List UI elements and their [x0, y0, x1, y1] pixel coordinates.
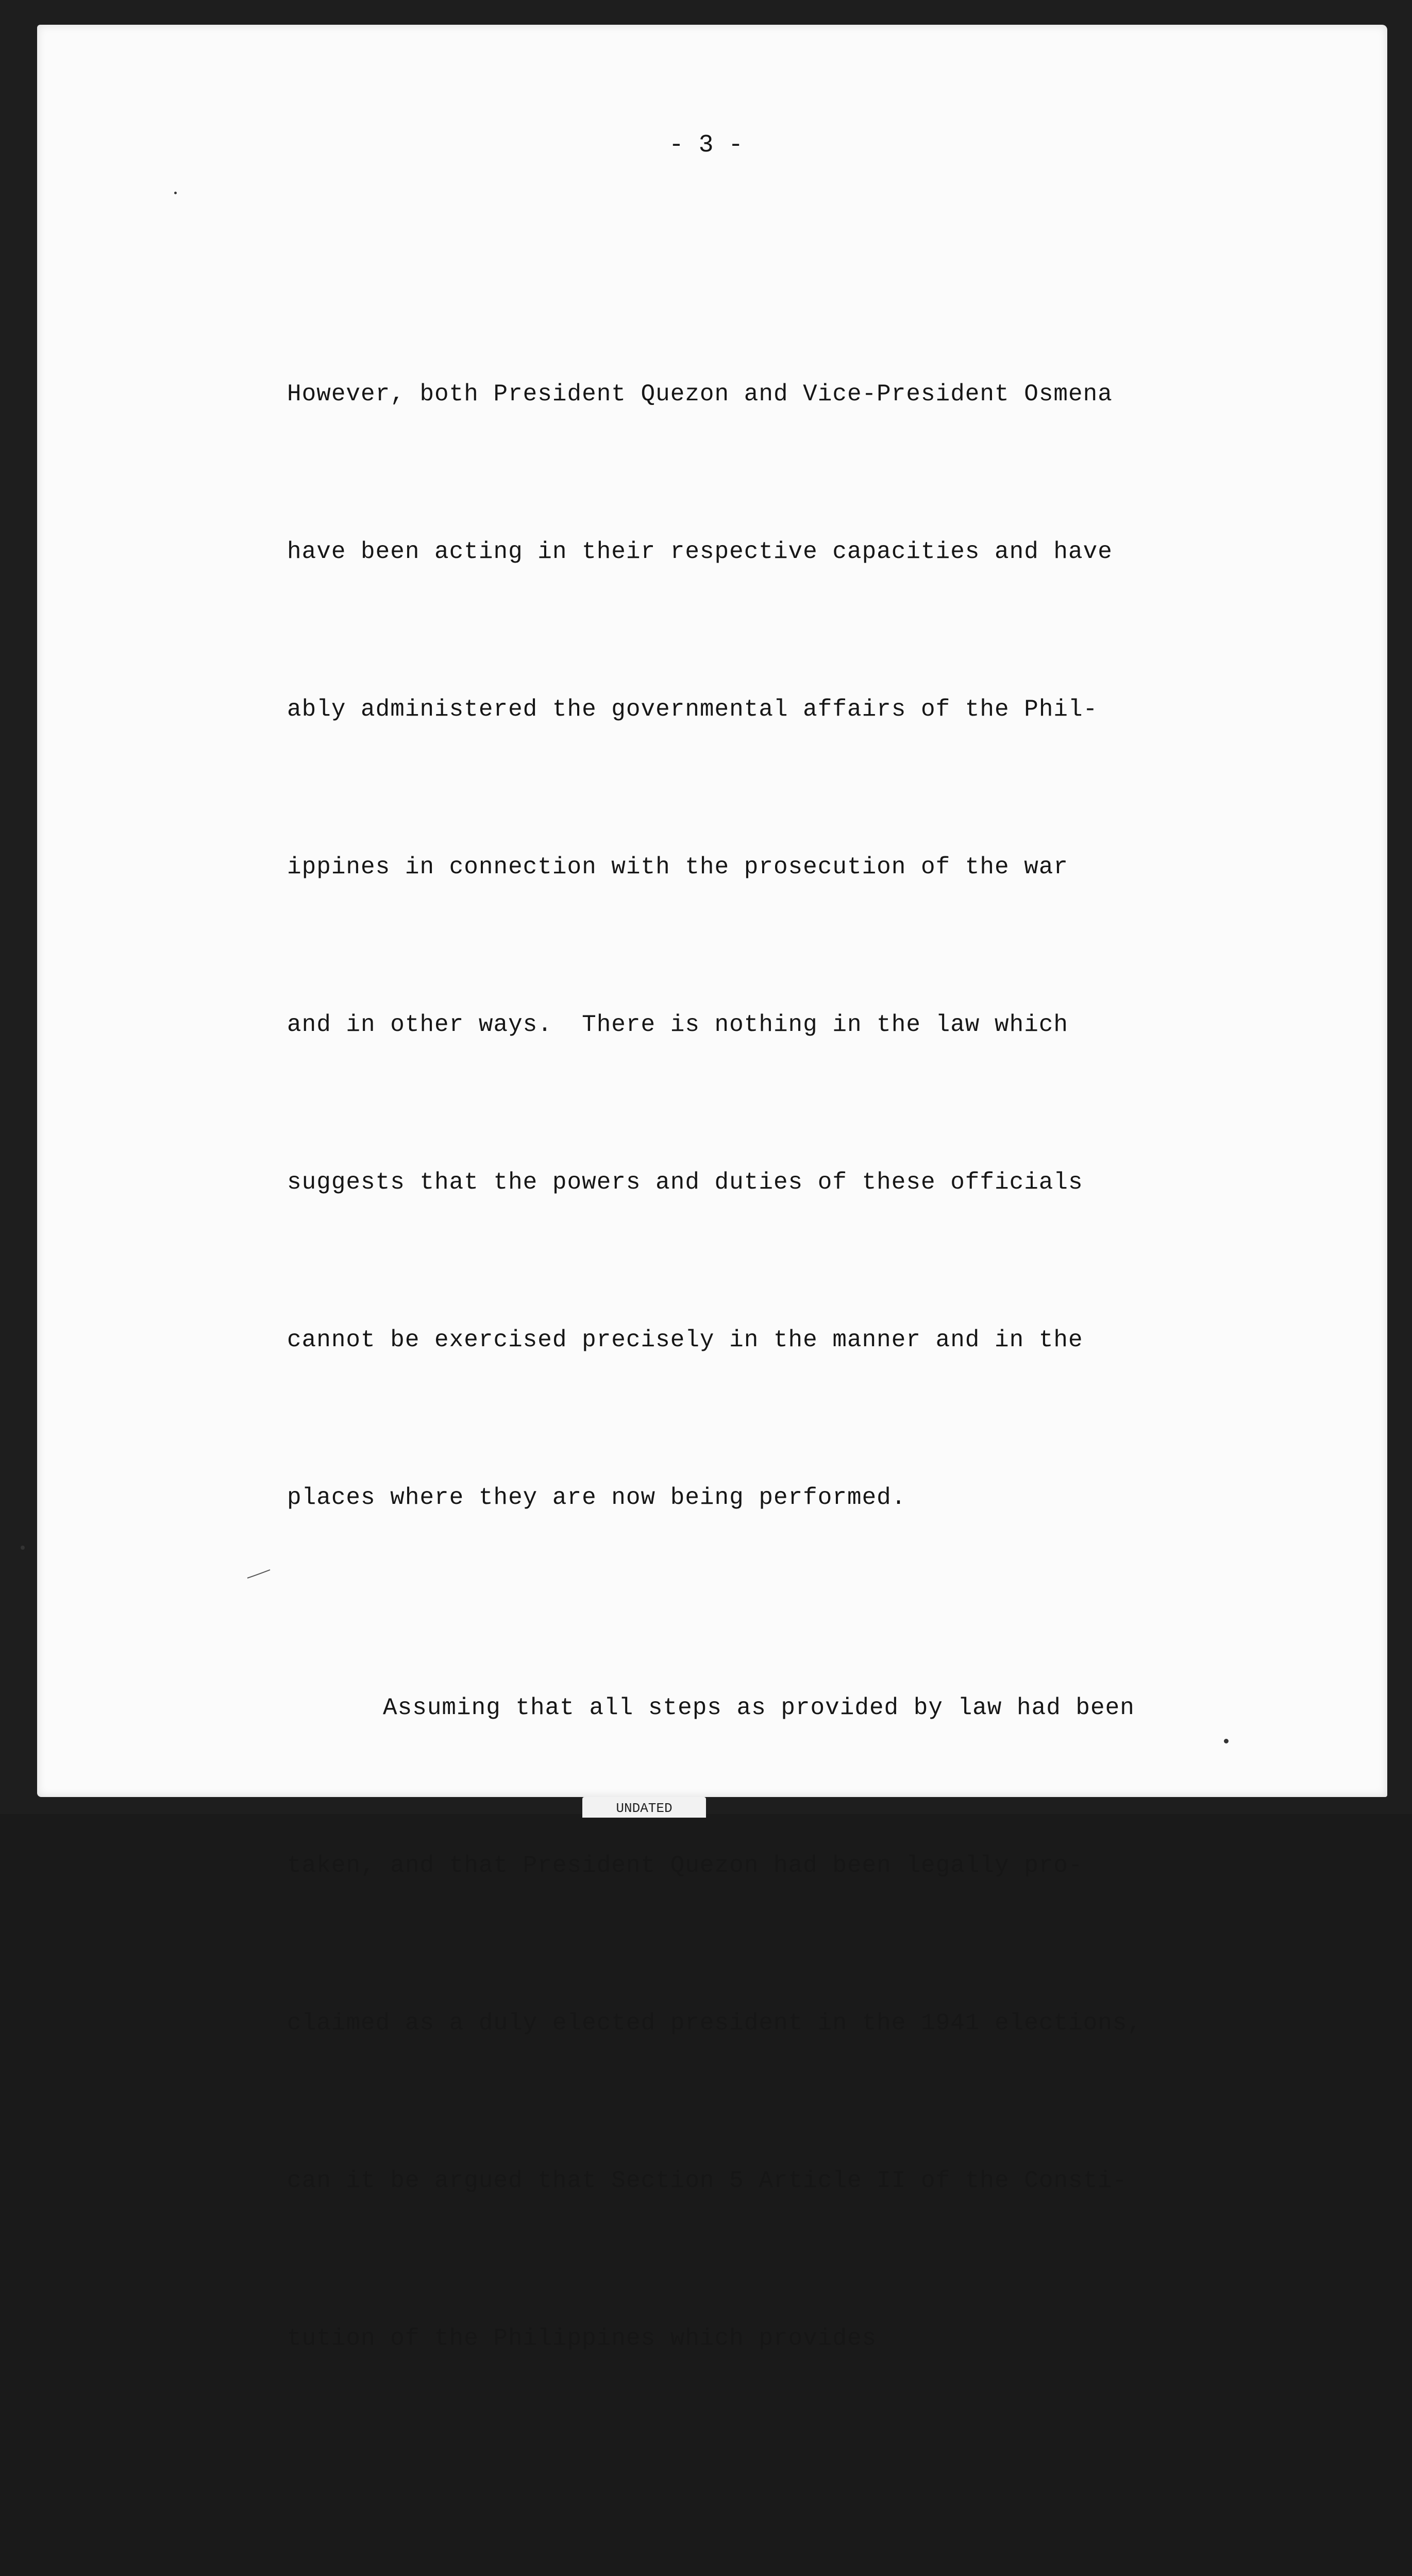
scan-speck: [21, 1546, 25, 1550]
body-text: [287, 263, 1266, 2576]
text-line: tution of the Philippines which provides: [287, 2325, 877, 2352]
text-line: ippines in connection with the prosecution of the war: [287, 854, 1069, 880]
text-line: cannot be exercised precisely in the manner and in the: [287, 1327, 1083, 1353]
margin-pencil-mark-icon: [246, 1568, 273, 1581]
text-line: ably administered the governmental affairs of the Phil-: [287, 696, 1098, 723]
text-line: claimed as a duly elected president in the 1941 elections,: [287, 2010, 1142, 2037]
constitution-quotation: [384, 2522, 1266, 2576]
text-line: taken, and that President Quezon had been legally pro-: [287, 1852, 1083, 1879]
page-number: - 3 -: [668, 131, 744, 159]
text-line: places where they are now being performed.: [287, 1484, 906, 1511]
text-line: can it be argued that Section 5 Article II of the Consti-: [287, 2167, 1128, 2194]
text-line: suggests that the powers and duties of these officials: [287, 1169, 1083, 1196]
footer-stamp: UNDATED: [582, 1797, 706, 1818]
scan-speck: [1224, 1739, 1229, 1743]
scan-speck: [174, 192, 177, 194]
text-line: Assuming that all steps as provided by law had been: [383, 1694, 1135, 1721]
text-line: have been acting in their respective capacities and have: [287, 538, 1113, 565]
text-line: However, both President Quezon and Vice-President Osmena: [287, 381, 1113, 408]
text-line: and in other ways. There is nothing in the law which: [287, 1011, 1069, 1038]
